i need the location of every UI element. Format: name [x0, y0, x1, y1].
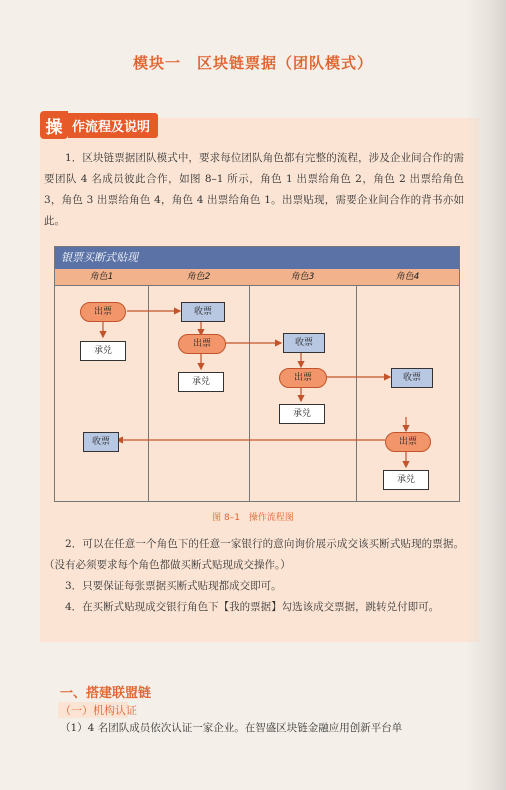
- node-receive-2: 收票: [181, 302, 225, 322]
- node-receive-4: 收票: [391, 368, 433, 388]
- node-issue-1: 出票: [80, 302, 126, 322]
- node-issue-3: 出票: [279, 368, 327, 388]
- node-accept-1: 承兑: [80, 341, 126, 361]
- node-receive-3: 收票: [283, 333, 325, 353]
- paragraph-1: 1．区块链票据团队模式中，要求每位团队角色都有完整的流程，涉及企业间合作的需要团队 4 名成员彼此合作，如图 8–1 所示，角色 1 出票给角色 2，角色 2 出票给角色 3，角色 3 出票给角色 4，角色 4 出票给角色 1。出票贴现，需要企业间合作的背书亦如此。: [44, 152, 464, 227]
- column-header: 角色4: [356, 269, 459, 286]
- paragraph-3: 3．只要保证每张票据买断式贴现都成交即可。: [65, 580, 282, 592]
- node-receive-1: 收票: [83, 432, 119, 452]
- section-subheading: （一）机构认证: [60, 704, 137, 717]
- diagram-title: 银票买断式贴现: [55, 247, 459, 269]
- figure-number: 图 8–1: [212, 513, 240, 523]
- node-accept-3: 承兑: [279, 404, 325, 424]
- page-title: 模块一 区块链票据（团队模式）: [132, 54, 373, 72]
- node-accept-4: 承兑: [383, 470, 429, 490]
- paragraph-4: 4．在买断式贴现成交银行角色下【我的票据】勾选该成交票据，跳转兑付即可。: [65, 601, 440, 613]
- node-issue-2: 出票: [178, 334, 226, 354]
- section-tag: [40, 111, 158, 139]
- section-text: （1）4 名团队成员依次认证一家企业。在智盛区块链金融应用创新平台单: [60, 722, 403, 734]
- paragraph-2: 2．可以在任意一个角色下的任意一家银行的意向询价展示成交该买断式贴现的票据。（没有必须要求每个角色都做买断式贴现成交操作。）: [44, 538, 464, 571]
- column-header: 角色3: [249, 269, 356, 286]
- column-header: 角色2: [148, 269, 249, 286]
- flow-diagram: [54, 246, 460, 502]
- column-header: 角色1: [55, 269, 148, 286]
- tag-label: 作流程及说明: [68, 113, 158, 138]
- tag-badge: 操: [40, 111, 68, 139]
- figure-caption: [0, 510, 506, 523]
- node-accept-2: 承兑: [178, 372, 224, 392]
- figure-text: 操作流程图: [248, 513, 294, 523]
- section-heading: 一、搭建联盟链: [60, 686, 152, 701]
- page-edge-shadow: [466, 0, 506, 790]
- node-issue-4: 出票: [385, 432, 431, 452]
